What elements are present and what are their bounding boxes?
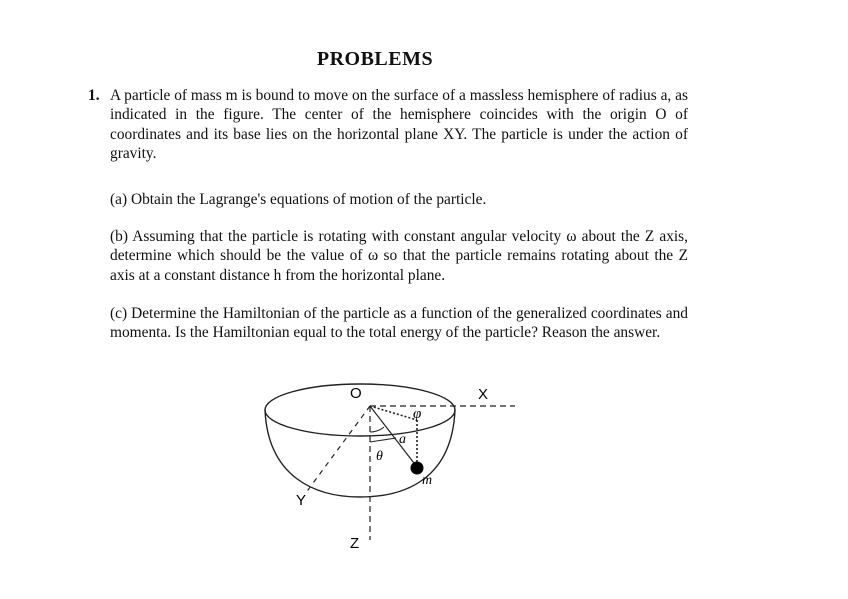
z-axis-label: Z [350,535,360,552]
y-axis-line [305,406,370,494]
y-axis-label: Y [296,492,307,509]
origin-label: O [350,385,362,402]
part-c-label: (c) [110,305,128,322]
hemisphere-diagram [250,372,530,552]
projection-line [370,406,417,420]
theta-arc [370,427,384,432]
mass-label: m [422,473,433,488]
problem-1 [88,86,688,163]
theta-label: θ [376,449,383,464]
radius-label: a [399,432,406,447]
page-title: PROBLEMS [316,48,434,70]
phi-label: φ [413,406,422,422]
part-b [110,227,688,285]
part-b-text: Assuming that the particle is rotating with constant angular velocity ω about the Z axis, determine which should be the value of ω so that the particle remains rotating about the Z axis at a constant distance h from the horizontal plane. [110,228,689,284]
part-c-text: Determine the Hamiltonian of the particle as a function of the generalized coordinates and momenta. Is the Hamiltonian equal to the total energy of the particle? Reason the answer. [110,305,689,342]
part-a-text: Obtain the Lagrange's equations of motion of the particle. [130,191,487,208]
part-a-label: (a) [110,191,128,208]
x-axis-label: X [478,386,489,403]
theta-reference-line [370,438,396,442]
part-a [110,190,688,209]
problem-statement: A particle of mass m is bound to move on the surface of a massless hemisphere of radius a, as indicated in the figure. The center of the hemisphere coincides with the origin O of coordinates and its base lies on the horizontal plane XY. The particle is under the action of gravity. [110,87,688,162]
hemisphere-figure [250,372,530,557]
part-b-label: (b) [110,228,128,245]
part-c [110,304,688,343]
problem-number: 1. [88,87,100,104]
